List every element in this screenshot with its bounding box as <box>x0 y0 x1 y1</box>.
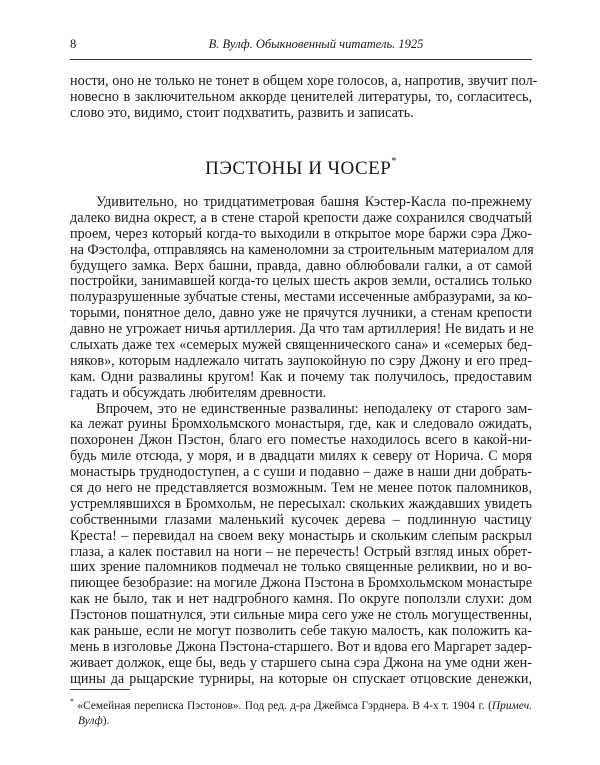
footnote-note-1: Примеч. <box>491 699 532 712</box>
footnote-text: «Семейная переписка Пэстонов». Под ред. д-ра Джеймса Гэрднера. В 4-х т. 1904 г. ( <box>77 699 492 712</box>
text-line: как раньше, если не могут позволить себе такую малость, как положить ка- <box>70 623 532 640</box>
text-line: Креста! – перевидал на своем веку монастырь и скольким слепым раскрыл <box>70 527 532 544</box>
chapter-title-text: ПЭСТОНЫ И ЧОСЕР <box>205 158 392 179</box>
text-line: ся до него не представляется возможным. Тем не менее поток паломников, <box>70 480 532 497</box>
text-line: торыми, понятное дело, давно уже не прячутся лучники, а стенам крепости <box>70 305 532 322</box>
text-line: щины да рыцарские турниры, на которые он спускает отцовские денежки, <box>70 670 532 687</box>
footnote-note-2: Вулф <box>78 714 103 727</box>
header-rule <box>70 59 532 60</box>
paragraph <box>70 402 532 688</box>
footnote <box>70 694 532 729</box>
chapter-body <box>70 195 532 688</box>
text-line: проем, через который когда-то выходили в открытое море баржи сэра Джо- <box>70 225 532 242</box>
text-line: устремлявшихся в Бромхольм, не пересыхал: скольких жаждавших увидеть <box>70 495 532 512</box>
footnote-rule <box>70 689 130 690</box>
text-line: постройки, занимавшей когда-то целых шесть акров земли, остались только <box>70 273 532 290</box>
footnote-closing: ). <box>102 714 110 727</box>
page-number: 8 <box>70 37 77 51</box>
text-line: няков», которым надлежало читать заупокойную по сэру Джону и его пред- <box>70 352 532 369</box>
text-line: полуразрушенные зубчатые стены, местами иссеченные амбразурами, за ко- <box>70 289 532 306</box>
footnote-mark: * <box>391 156 397 167</box>
text-line: живает должок, еще бы, ведь у старшего сына сэра Джона на уме одни жен- <box>70 654 532 671</box>
text-line: будь миле отсюда, у моря, и в двадцати милях к северу от Норича. С моря <box>70 448 532 465</box>
text-line: мень в изголовье Джона Пэстона-старшего. Вот и вдова его Маргарет задер- <box>70 638 532 655</box>
continuation-paragraph <box>70 73 538 122</box>
text-line: ности, оно не только не тонет в общем хоре голосов, а, напротив, звучит пол- <box>70 73 538 89</box>
footnote-mark: * <box>70 697 74 706</box>
text-line: далеко видна окрест, а в стене старой крепости даже сохранился сводчатый <box>70 209 532 226</box>
text-line: похоронен Джон Пэстон, благо его поместье находилось всего в какой-ни- <box>70 432 532 449</box>
text-line: слово это, видимо, стоит подхватить, развить и записать. <box>70 104 414 121</box>
text-line: Впрочем, это не единственные развалины: неподалеку от старого зам- <box>96 400 532 417</box>
text-line: будущего замка. Верх башни, правда, давно облюбовали галки, а от самой <box>70 257 532 274</box>
text-line: собственными глазами маленький кусочек дерева – подлинную частицу <box>70 511 532 528</box>
text-line: монастырь труднодоступен, а с суши и подавно – даже в наши дни добрать- <box>70 464 532 481</box>
running-title: В. Вулф. Обыкновенный читатель. 1925 <box>208 37 424 51</box>
text-line: как не было, так и нет надгробного камня. По округе поползли слухи: дом <box>70 591 532 608</box>
chapter-title <box>70 158 532 180</box>
text-line: Удивительно, но тридцатиметровая башня Кэстер-Касла по-прежнему <box>96 194 532 210</box>
paragraph <box>70 195 532 402</box>
text-line: пиющее безобразие: на могиле Джона Пэстона в Бромхольмском монастыре <box>70 575 532 592</box>
text-line: давно не угрожает ничья артиллерия. Да что там артиллерия! Не видать и не <box>70 321 534 338</box>
text-line: кам. Одни развалины кругом! Как и почему так получилось, предоставим <box>70 368 532 385</box>
text-line: ка лежат руины Бромхольмского монастыря, где, как и следовало ожидать, <box>70 416 532 433</box>
text-line: гадать и обсуждать любителям древности. <box>70 384 327 401</box>
text-line: Пэстонов пошатнулся, эти сильные мира сего уже не столь могущественны, <box>70 607 532 624</box>
text-line: глаза, а калек поставил на ноги – не перечесть! Острый взгляд иных обрет- <box>70 543 532 560</box>
text-line: на Фэстолфа, отправляясь на каменоломни за строительным материалом для <box>70 241 534 258</box>
text-line: слыхать даже тех «семерых мужей священнического сана» и «семерых бед- <box>70 337 532 354</box>
text-line: ших зрение паломников подмечал не только священные реликвии, но и во- <box>70 559 532 576</box>
running-header <box>70 37 532 57</box>
text-line: новесно в заключительном аккорде ценителей литературы, то, согласитесь, <box>70 88 532 105</box>
